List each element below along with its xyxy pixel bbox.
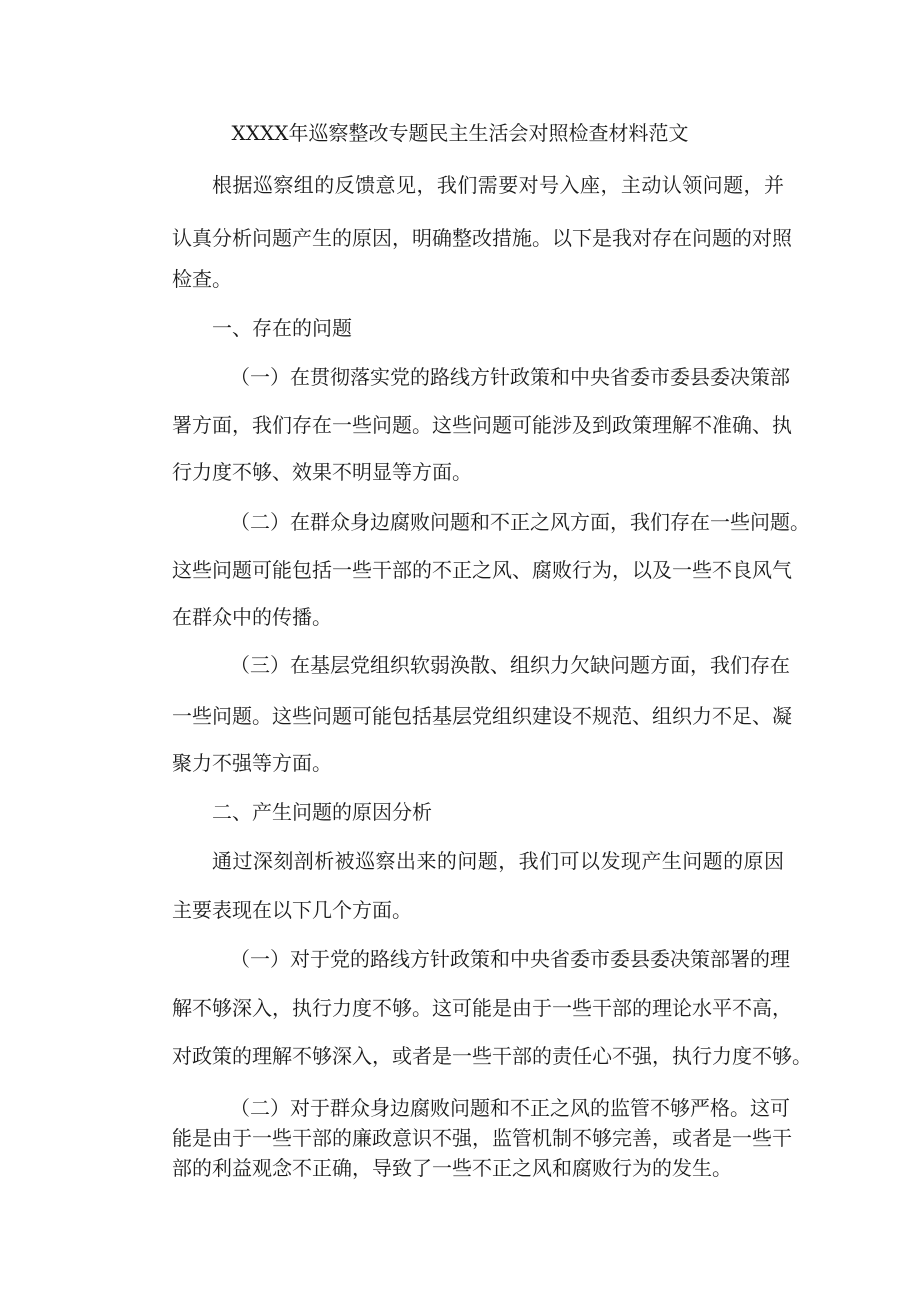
paragraph-line: 在群众中的传播。 xyxy=(172,605,332,629)
paragraph-line: 署方面，我们存在一些问题。这些问题可能涉及到政策理解不准确、执 xyxy=(172,413,792,437)
paragraph-line: 聚力不强等方面。 xyxy=(172,751,332,775)
paragraph-line: （一）在贯彻落实党的路线方针政策和中央省委市委县委决策部 xyxy=(230,365,790,389)
paragraph-line: 主要表现在以下几个方面。 xyxy=(172,898,412,922)
paragraph-line: 部的利益观念不正确，导致了一些不正之风和腐败行为的发生。 xyxy=(172,1156,732,1180)
section-heading: 二、产生问题的原因分析 xyxy=(212,800,432,824)
paragraph-line: 一些问题。这些问题可能包括基层党组织建设不规范、组织力不足、凝 xyxy=(172,704,792,728)
paragraph-line: 对政策的理解不够深入，或者是一些干部的责任心不强，执行力度不够。 xyxy=(172,1044,812,1068)
paragraph-line: 认真分析问题产生的原因，明确整改措施。以下是我对存在问题的对照 xyxy=(172,226,792,250)
section-heading: 一、存在的问题 xyxy=(212,316,352,340)
paragraph-line: 这些问题可能包括一些干部的不正之风、腐败行为，以及一些不良风气 xyxy=(172,558,792,582)
paragraph-line: 解不够深入，执行力度不够。这可能是由于一些干部的理论水平不高， xyxy=(172,996,792,1020)
paragraph-line: 能是由于一些干部的廉政意识不强，监管机制不够完善，或者是一些干 xyxy=(172,1126,792,1150)
paragraph-line: （一）对于党的路线方针政策和中央省委市委县委决策部署的理 xyxy=(230,947,790,971)
paragraph-line: （二）在群众身边腐败问题和不正之风方面，我们存在一些问题。 xyxy=(230,510,810,534)
paragraph-line: 行力度不够、效果不明显等方面。 xyxy=(172,460,472,484)
paragraph-line: 检查。 xyxy=(172,267,232,291)
paragraph-line: 根据巡察组的反馈意见，我们需要对号入座，主动认领问题，并 xyxy=(212,173,784,197)
document-title: XXXX年巡察整改专题民主生活会对照检查材料范文 xyxy=(231,121,689,145)
paragraph-line: 通过深刻剖析被巡察出来的问题，我们可以发现产生问题的原因 xyxy=(212,849,784,873)
paragraph-line: （二）对于群众身边腐败问题和不正之风的监管不够严格。这可 xyxy=(230,1096,790,1120)
paragraph-line: （三）在基层党组织软弱涣散、组织力欠缺问题方面，我们存在 xyxy=(230,653,790,677)
